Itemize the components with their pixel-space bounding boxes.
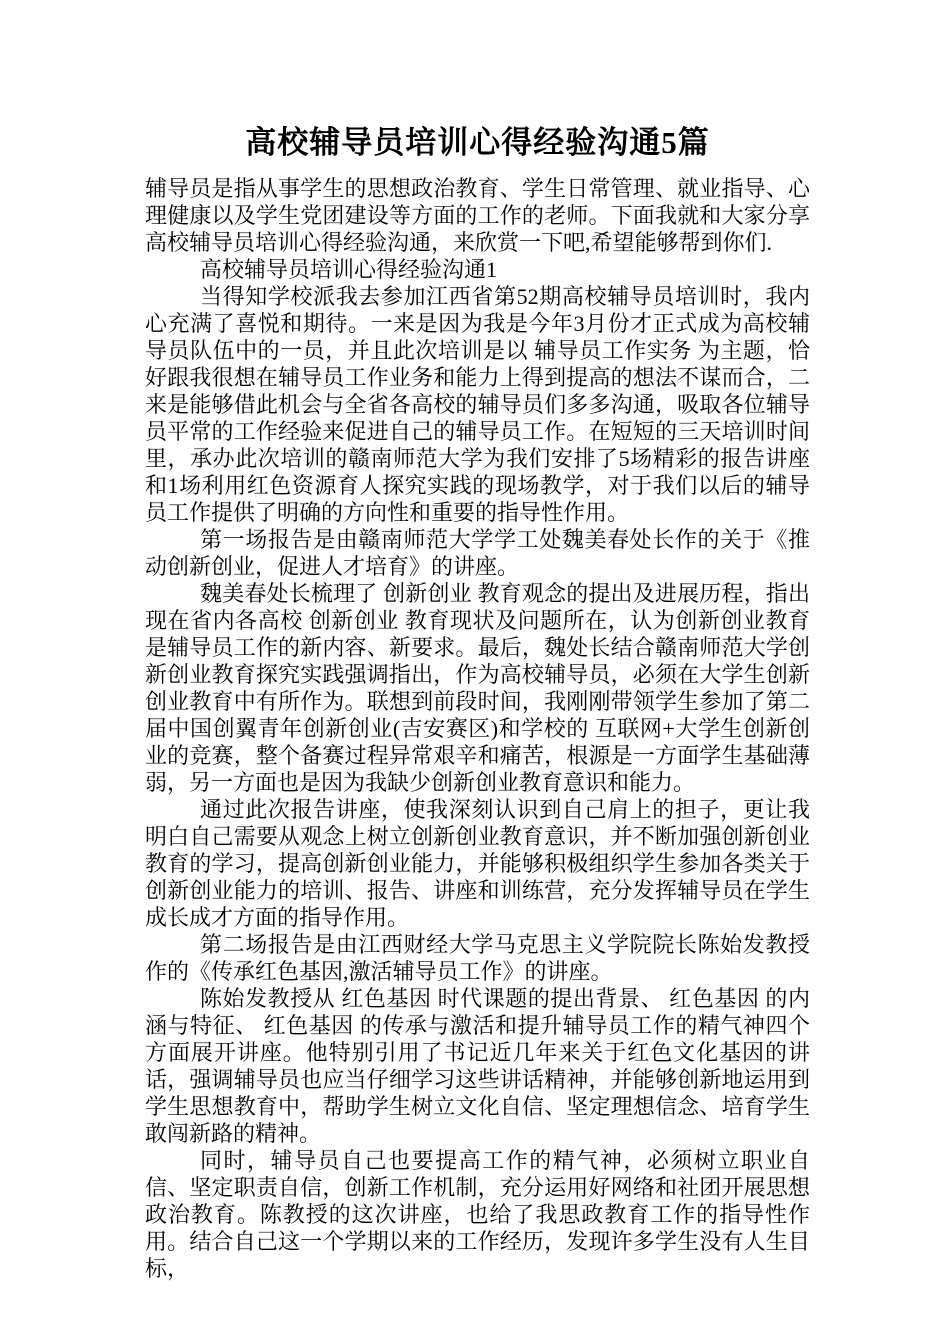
- paragraph: 同时，辅导员自己也要提高工作的精气神，必须树立职业自信、坚定职责自信，创新工作机制，充分运用好网络和社团开展思想政治教育。陈教授的这次讲座，也给了我思政教育工作的指导性作用。结合自己这一个学期以来的工作经历，发现许多学生没有人生目标，: [145, 1147, 810, 1281]
- paragraph: 通过此次报告讲座，使我深刻认识到自己肩上的担子，更让我明白自己需要从观念上树立创新创业教育意识，并不断加强创新创业教育的学习，提高创新创业能力，并能够积极组织学生参加各类关于创新创业能力的培训、报告、讲座和训练营，充分发挥辅导员在学生成长成才方面的指导作用。: [145, 796, 810, 930]
- paragraph: 当得知学校派我去参加江西省第52期高校辅导员培训时，我内心充满了喜悦和期待。一来是因为我是今年3月份才正式成为高校辅导员队伍中的一员，并且此次培训是以 辅导员工作实务 为主题，恰好跟我很想在辅导员工作业务和能力上得到提高的想法不谋而合，二来是能够借此机会与全省各高校的辅导员们多多沟通，吸取各位辅导员平常的工作经验来促进自己的辅导员工作。在短短的三天培训时间里，承办此次培训的赣南师范大学为我们安排了5场精彩的报告讲座和1场利用红色资源育人探究实践的现场教学，对于我们以后的辅导员工作提供了明确的方向性和重要的指导性作用。: [145, 283, 810, 525]
- paragraph: 辅导员是指从事学生的思想政治教育、学生日常管理、就业指导、心理健康以及学生党团建设等方面的工作的老师。下面我就和大家分享高校辅导员培训心得经验沟通，来欣赏一下吧,希望能够帮到你们.: [145, 175, 810, 255]
- document-body: [145, 175, 810, 1282]
- paragraph: 第一场报告是由赣南师范大学学工处魏美春处长作的关于《推动创新创业，促进人才培育》的讲座。: [145, 526, 810, 579]
- paragraph: 高校辅导员培训心得经验沟通1: [200, 256, 498, 282]
- document-title: 高校辅导员培训心得经验沟通5篇: [245, 125, 710, 160]
- paragraph: 陈始发教授从 红色基因 时代课题的提出背景、 红色基因 的内涵与特征、 红色基因 的传承与激活和提升辅导员工作的精气神四个方面展开讲座。他特别引用了书记近几年来关于红色文化基因的讲话，强调辅导员也应当仔细学习这些讲话精神，并能够创新地运用到学生思想教育中，帮助学生树立文化自信、坚定理想信念、培育学生敢闯新路的精神。: [145, 985, 810, 1146]
- paragraph: 魏美春处长梳理了 创新创业 教育观念的提出及进展历程，指出现在省内各高校 创新创业 教育现状及问题所在，认为创新创业教育是辅导员工作的新内容、新要求。最后，魏处长结合赣南师范大学创新创业教育探究实践强调指出，作为高校辅导员，必须在大学生创新创业教育中有所作为。联想到前段时间，我刚刚带领学生参加了第二届中国创翼青年创新创业(吉安赛区)和学校的 互联网+大学生创新创业的竞赛，整个备赛过程异常艰辛和痛苦，根源是一方面学生基础薄弱，另一方面也是因为我缺少创新创业教育意识和能力。: [145, 580, 810, 795]
- paragraph: 第二场报告是由江西财经大学马克思主义学院院长陈始发教授作的《传承红色基因,激活辅导员工作》的讲座。: [145, 931, 810, 984]
